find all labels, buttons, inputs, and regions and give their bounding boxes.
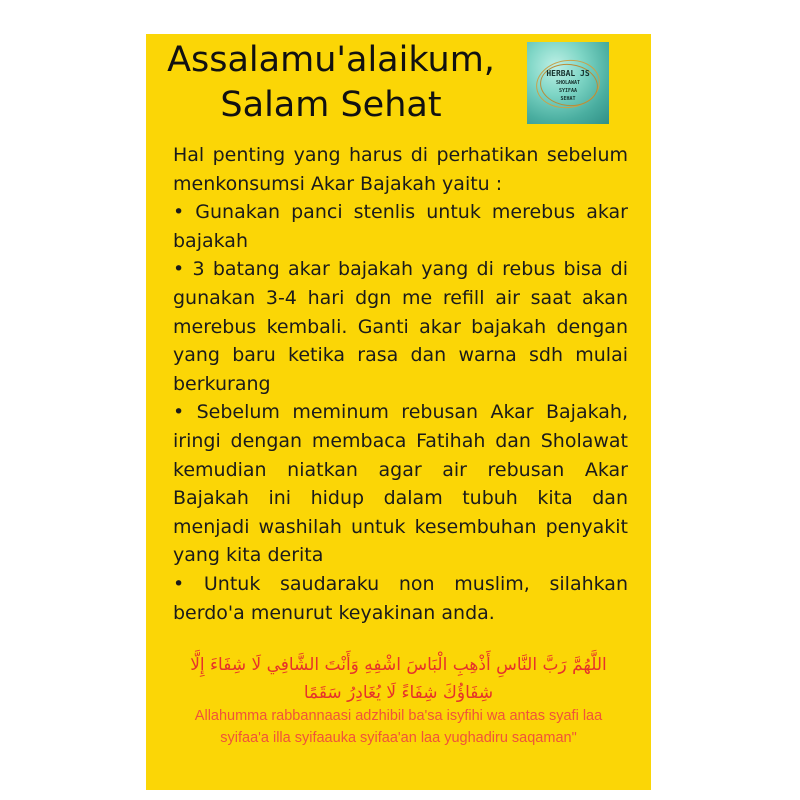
intro-paragraph: Hal penting yang harus di perhatikan sebelum menkonsumsi Akar Bajakah yaitu : <box>173 144 628 195</box>
bullet-item: • Sebelum meminum rebusan Akar Bajakah, iringi dengan membaca Fatihah dan Sholawat kemudian niatkan agar air rebusan Akar Bajakah ini hidup dalam tubuh kita dan menjadi washilah untuk kesembuhan penyakit yang kita derita <box>173 401 628 567</box>
title-subgreeting: Salam Sehat <box>220 85 442 125</box>
instructions-body <box>173 141 628 627</box>
prayer-transliteration: Allahumma rabbannaasi adzhibil ba'sa isyfihi wa antas syafi laa syifaa'a illa syifaauka syifaa'an laa yughadiru saqaman" <box>194 708 603 746</box>
bullet-item: • 3 batang akar bajakah yang di rebus bisa di gunakan 3-4 hari dgn me refill air saat akan merebus kembali. Ganti akar bajakah dengan yang baru ketika rasa dan warna sdh mulai berkurang <box>173 258 628 395</box>
logo-text-brand: HERBAL JS <box>546 69 590 78</box>
info-card <box>146 34 651 790</box>
brand-logo <box>527 42 609 124</box>
bullet-item: • Untuk saudaraku non muslim, silahkan berdo'a menurut keyakinan anda. <box>173 572 628 624</box>
title-greeting: Assalamu'alaikum, <box>167 40 495 80</box>
prayer-arabic-text: اللَّهُمَّ رَبَّ النَّاسِ أَذْهِبِ الْبَاسَ اشْفِهِ وَأَنْتَ الشَّافِي لَا شِفَاءَ إِلَّا شِفَاؤُكَ شِفَاءً لَا يُغَادِرُ سَقَمًا <box>190 655 607 703</box>
bullet-item: • Gunakan panci stenlis untuk merebus akar bajakah <box>173 201 628 252</box>
logo-text-line4: SEHAT <box>560 96 576 102</box>
page-title <box>146 38 516 128</box>
logo-text-line2: SHOLAWAT <box>555 80 581 86</box>
logo-text-line3: SYIFAA <box>558 88 578 94</box>
